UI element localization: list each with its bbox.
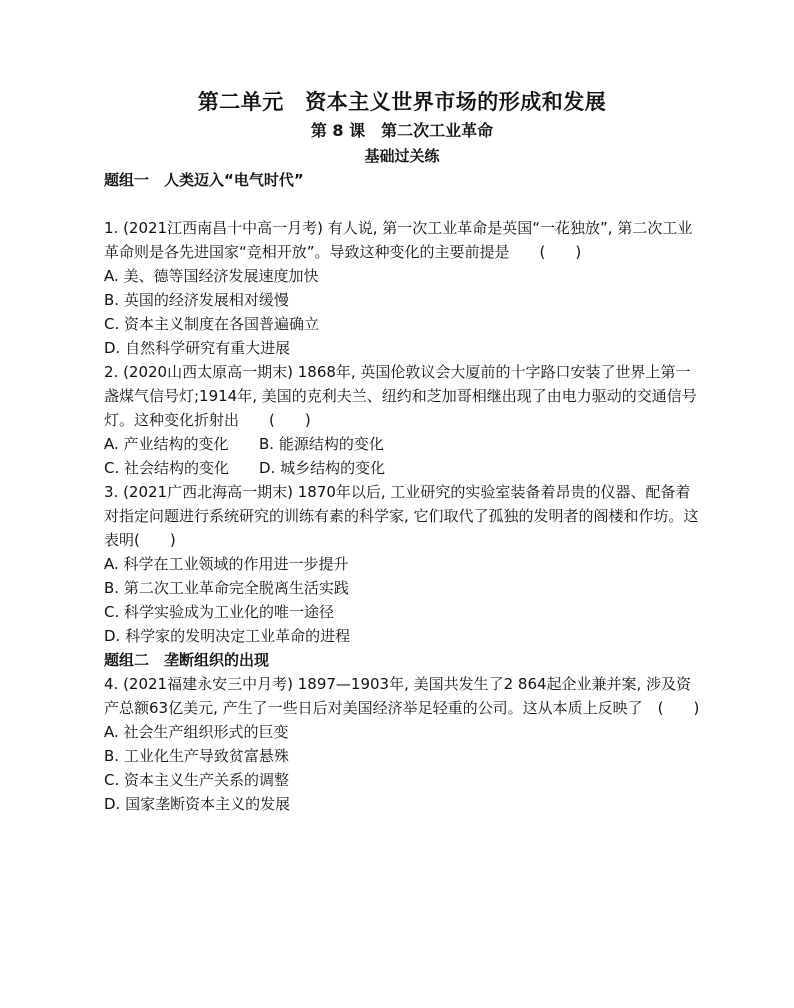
option-row-ab <box>104 432 700 456</box>
question-stem <box>104 672 700 720</box>
answer-blank: ( ) <box>509 243 582 261</box>
option-c: C. 社会结构的变化 <box>104 459 230 477</box>
question-text: 2. (2020山西太原高一期末) 1868年, 英国伦敦议会大厦前的十字路口安装了世界上第一盏煤气信号灯;1914年, 美国的克利夫兰、纽约和芝加哥相继出现了由电力驱动的交通信号灯。这种变化折射出 <box>104 363 697 429</box>
question-text: 1. (2021江西南昌十中高一月考) 有人说, 第一次工业革命是英国“一花独放”, 第二次工业革命则是各先进国家“竞相开放”。导致这种变化的主要前提是 <box>104 219 693 261</box>
answer-blank: ( ) <box>239 411 311 429</box>
lesson-title: 第 8 课 第二次工业革命 <box>310 121 494 140</box>
option-row-cd <box>104 456 700 480</box>
answer-blank: ( ) <box>642 699 700 717</box>
question-stem <box>104 360 700 432</box>
option-a: A. 社会生产组织形式的巨变 <box>104 723 289 741</box>
option-b: B. 英国的经济发展相对缓慢 <box>104 291 289 309</box>
question-1 <box>104 216 700 360</box>
option-a: A. 美、德等国经济发展速度加快 <box>104 267 319 285</box>
option-d: D. 城乡结构的变化 <box>259 459 386 477</box>
group-heading-1: 题组一 人类迈入“电气时代” <box>104 171 304 189</box>
option-c: C. 资本主义制度在各国普遍确立 <box>104 315 320 333</box>
group-heading-2: 题组二 垄断组织的出现 <box>104 651 270 669</box>
option-b: B. 第二次工业革命完全脱离生活实践 <box>104 579 349 597</box>
question-4 <box>104 672 700 816</box>
option-a: A. 科学在工业领域的作用进一步提升 <box>104 555 349 573</box>
option-a: A. 产业结构的变化 <box>104 435 229 453</box>
option-b: B. 工业化生产导致贫富悬殊 <box>104 747 289 765</box>
question-3 <box>104 480 700 648</box>
option-d: D. 自然科学研究有重大进展 <box>104 339 291 357</box>
practice-title: 基础过关练 <box>364 147 440 165</box>
question-stem <box>104 216 700 264</box>
question-text: 3. (2021广西北海高一期末) 1870年以后, 工业研究的实验室装备着昂贵的仪器、配备着对指定问题进行系统研究的训练有素的科学家, 它们取代了孤独的发明者的阁楼和作坊。这表明 <box>104 483 699 549</box>
option-b: B. 能源结构的变化 <box>259 435 384 453</box>
answer-blank: ( ) <box>134 531 176 549</box>
document-page <box>104 86 700 816</box>
option-c: C. 资本主义生产关系的调整 <box>104 771 290 789</box>
option-d: D. 国家垄断资本主义的发展 <box>104 795 291 813</box>
question-2 <box>104 360 700 480</box>
option-c: C. 科学实验成为工业化的唯一途径 <box>104 603 335 621</box>
option-d: D. 科学家的发明决定工业革命的进程 <box>104 627 351 645</box>
question-text: 4. (2021福建永安三中月考) 1897—1903年, 美国共发生了2 864起企业兼并案, 涉及资产总额63亿美元, 产生了一些日后对美国经济举足轻重的公司。这从本质上反映了 <box>104 675 692 717</box>
question-stem <box>104 480 700 552</box>
unit-title: 第二单元 资本主义世界市场的形成和发展 <box>197 90 607 114</box>
